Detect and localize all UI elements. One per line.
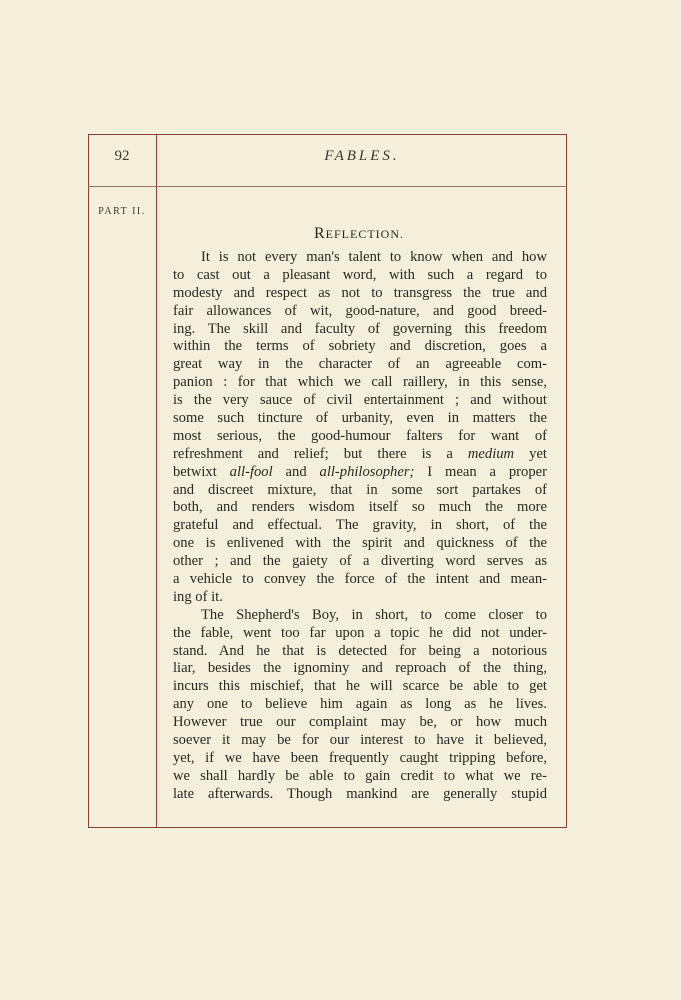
text-line: late afterwards. Though mankind are generally stupid xyxy=(173,785,547,802)
heading-rest: EFLECTION. xyxy=(325,227,404,241)
text-run: I mean a proper xyxy=(427,463,547,480)
text-line: and discreet mixture, that in some sort partakes of xyxy=(173,481,547,498)
text-line: stand. And he that is detected for being a notorious xyxy=(173,642,547,659)
text-line: However true our complaint may be, or how much xyxy=(173,714,547,731)
text-line: yet, if we have been frequently caught tripping before, xyxy=(173,749,547,766)
text-line: great way in the character of an agreeable com- xyxy=(173,356,547,373)
text-line: ing of it. xyxy=(173,588,223,605)
section-heading xyxy=(173,225,545,243)
text-run: refreshment and relief; but there is a xyxy=(173,445,453,462)
emphasis: all-philosopher; xyxy=(319,463,415,480)
emphasis: medium xyxy=(467,445,515,462)
text-line: the fable, went too far upon a topic he did not under- xyxy=(173,624,547,641)
text-line: liar, besides the ignominy and reproach of the thing, xyxy=(173,660,547,677)
text-line: most serious, the good-humour falters for want of xyxy=(173,427,547,444)
text-line: is the very sauce of civil entertainment ; and without xyxy=(173,392,547,409)
header-rule xyxy=(88,186,567,187)
text-line: soever it may be for our interest to have it believed, xyxy=(173,732,547,749)
text-run: and xyxy=(285,463,307,480)
part-label: PART II. xyxy=(98,206,146,217)
text-line: some such tincture of urbanity, even in matters the xyxy=(173,410,547,427)
text-line: modesty and respect as not to transgress the true and xyxy=(173,284,547,301)
text-line: we shall hardly be able to gain credit to what we re- xyxy=(173,767,547,784)
text-line: ing. The skill and faculty of governing this freedom xyxy=(173,320,547,337)
running-title: FABLES. xyxy=(324,148,400,164)
body-text xyxy=(173,249,547,804)
text-line: It is not every man's talent to know when and how xyxy=(201,249,547,265)
text-line: one is enlivened with the spirit and quickness of the xyxy=(173,535,547,552)
text-line: other ; and the gaiety of a diverting word serves as xyxy=(173,553,547,570)
text-line: to cast out a pleasant word, with such a regard to xyxy=(173,266,547,283)
text-line xyxy=(173,446,547,464)
text-line: any one to believe him again as long as he lives. xyxy=(173,696,547,713)
text-line xyxy=(173,464,547,482)
heading-initial: R xyxy=(314,225,326,242)
text-run: yet xyxy=(529,445,547,462)
text-line: incurs this mischief, that he will scarce be able to get xyxy=(173,678,547,695)
text-line: grateful and effectual. The gravity, in short, of the xyxy=(173,517,547,534)
text-line: both, and renders wisdom itself so much the more xyxy=(173,499,547,516)
page-number: 92 xyxy=(114,148,130,164)
text-line: a vehicle to convey the force of the intent and mean- xyxy=(173,571,547,588)
text-line: panion : for that which we call raillery, in this sense, xyxy=(173,374,547,391)
text-run: betwixt xyxy=(173,463,217,480)
margin-rule xyxy=(156,134,157,828)
text-line: within the terms of sobriety and discretion, goes a xyxy=(173,338,547,355)
emphasis: all-fool xyxy=(229,463,273,480)
text-line: The Shepherd's Boy, in short, to come closer to xyxy=(201,606,547,623)
text-line: fair allowances of wit, good-nature, and good breed- xyxy=(173,302,547,319)
